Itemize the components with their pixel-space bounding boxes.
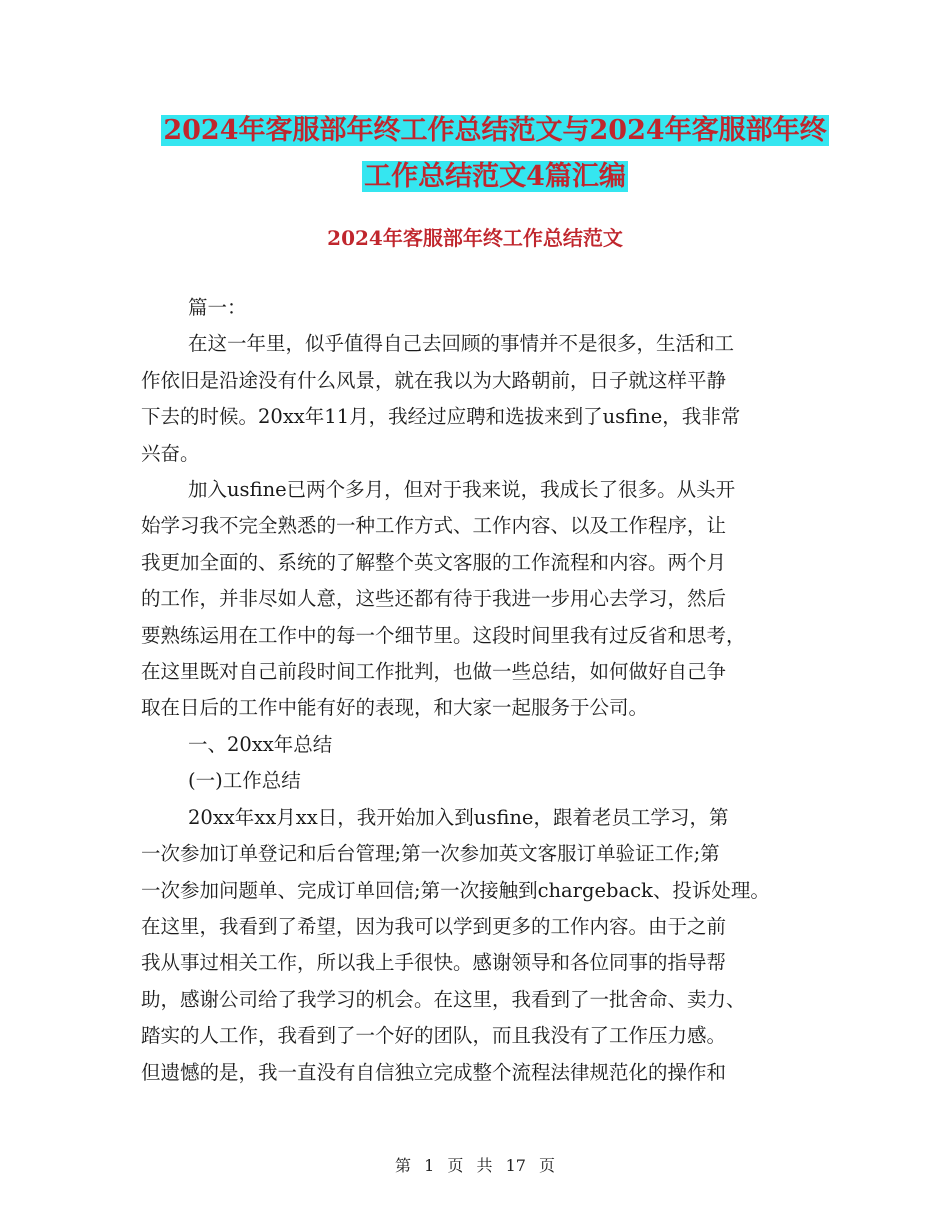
paragraph	[141, 800, 821, 1091]
paragraph-line: 一次参加订单登记和后台管理;第一次参加英文客服订单验证工作;第	[141, 842, 720, 866]
paragraph-line: 助，感谢公司给了我学习的机会。在这里，我看到了一批舍命、卖力、	[141, 987, 746, 1011]
paragraph-line: 我从事过相关工作，所以我上手很快。感谢领导和各位同事的指导帮	[141, 951, 727, 975]
paragraph	[141, 763, 821, 799]
footer-page-label: 第	[394, 1156, 411, 1175]
paragraph-line: 的工作，并非尽如人意，这些还都有待于我进一步用心去学习，然后	[141, 587, 727, 611]
paragraph-line: 加入usfine已两个多月，但对于我来说，我成长了很多。从头开	[188, 478, 736, 502]
paragraph-line: 在这里，我看到了希望，因为我可以学到更多的工作内容。由于之前	[141, 914, 727, 938]
page-footer	[0, 1153, 950, 1176]
section-title: 2024年客服部年终工作总结范文	[327, 226, 623, 250]
paragraph-line: 篇一：	[188, 296, 247, 319]
paragraph-line: 在这一年里，似乎值得自己去回顾的事情并不是很多，生活和工	[188, 332, 735, 356]
paragraph-line: 20xx年xx月xx日，我开始加入到usfine，跟着老员工学习，第	[188, 805, 729, 829]
paragraph-line: 踏实的人工作，我看到了一个好的团队，而且我没有了工作压力感。	[141, 1024, 727, 1048]
paragraph-line: 要熟练运用在工作中的每一个细节里。这段时间里我有过反省和思考，	[141, 623, 746, 647]
paragraph-line: 我更加全面的、系统的了解整个英文客服的工作流程和内容。两个月	[141, 550, 727, 574]
paragraph-line: 但遗憾的是，我一直没有自信独立完成整个流程法律规范化的操作和	[141, 1060, 727, 1084]
footer-page-unit: 页	[447, 1156, 464, 1175]
paragraph-line: (一)工作总结	[188, 769, 301, 793]
footer-page-unit-2: 页	[539, 1156, 556, 1175]
paragraph-line: 下去的时候。20xx年11月，我经过应聘和选拔来到了usfine，我非常	[141, 405, 741, 429]
paragraph-line: 一次参加问题单、完成订单回信;第一次接触到chargeback、投诉处理。	[141, 878, 770, 902]
footer-current-page: 1	[424, 1156, 435, 1175]
document-title	[140, 108, 850, 200]
paragraph	[141, 472, 821, 727]
footer-total-label: 共	[476, 1156, 493, 1175]
footer-total-pages: 17	[505, 1156, 526, 1175]
paragraph	[141, 326, 821, 472]
paragraph-line: 在这里既对自己前段时间工作批判，也做一些总结，如何做好自己争	[141, 660, 727, 684]
paragraph-line: 兴奋。	[141, 441, 200, 465]
paragraph-line: 取在日后的工作中能有好的表现，和大家一起服务于公司。	[141, 696, 649, 720]
paragraph-line: 一、20xx年总结	[188, 732, 333, 756]
paragraph-line: 始学习我不完全熟悉的一种工作方式、工作内容、以及工作程序，让	[141, 514, 727, 538]
document-body	[141, 290, 821, 1091]
document-title-line-2: 工作总结范文4篇汇编	[364, 161, 626, 192]
paragraph-line: 作依旧是沿途没有什么风景，就在我以为大路朝前，日子就这样平静	[141, 368, 727, 392]
paragraph	[141, 290, 821, 326]
paragraph	[141, 727, 821, 763]
document-title-line-1: 2024年客服部年终工作总结范文与2024年客服部年终	[163, 115, 827, 146]
